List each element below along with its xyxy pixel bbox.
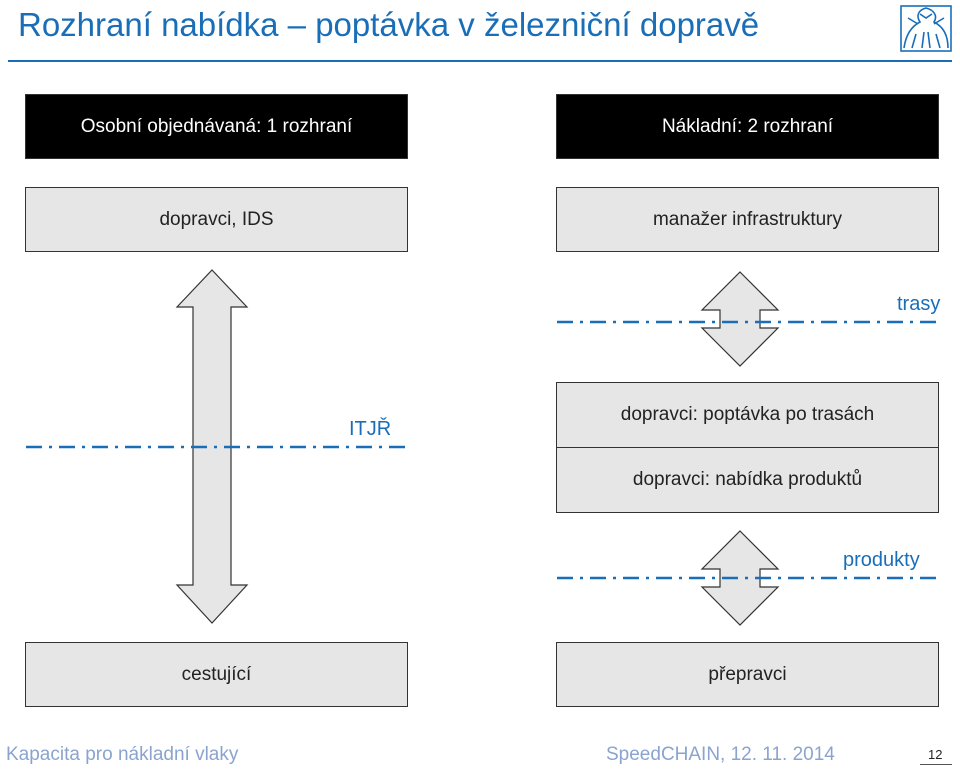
footer-left-text: Kapacita pro nákladní vlaky	[6, 744, 239, 765]
produkty-label: produkty	[843, 549, 920, 571]
left-header-box: Osobní objednávaná: 1 rozhraní	[25, 94, 408, 159]
right-upper-double-arrow-icon	[702, 272, 778, 366]
right-middle-box-bottom: dopravci: nabídka produktů	[556, 447, 939, 513]
right-header-box: Nákladní: 2 rozhraní	[556, 94, 939, 159]
left-bottom-box: cestující	[25, 642, 408, 707]
itjr-label: ITJŘ	[349, 418, 392, 440]
right-bottom-box: přepravci	[556, 642, 939, 707]
trasy-label: trasy	[897, 293, 941, 315]
right-middle-box-top: dopravci: poptávka po trasách	[556, 382, 939, 448]
page-number: 12	[928, 747, 943, 762]
page-number-underline	[920, 764, 952, 765]
footer-center-text: SpeedCHAIN, 12. 11. 2014	[606, 744, 835, 765]
left-top-box: dopravci, IDS	[25, 187, 408, 252]
right-top-box: manažer infrastruktury	[556, 187, 939, 252]
page-title: Rozhraní nabídka – poptávka v železniční dopravě	[18, 6, 760, 43]
